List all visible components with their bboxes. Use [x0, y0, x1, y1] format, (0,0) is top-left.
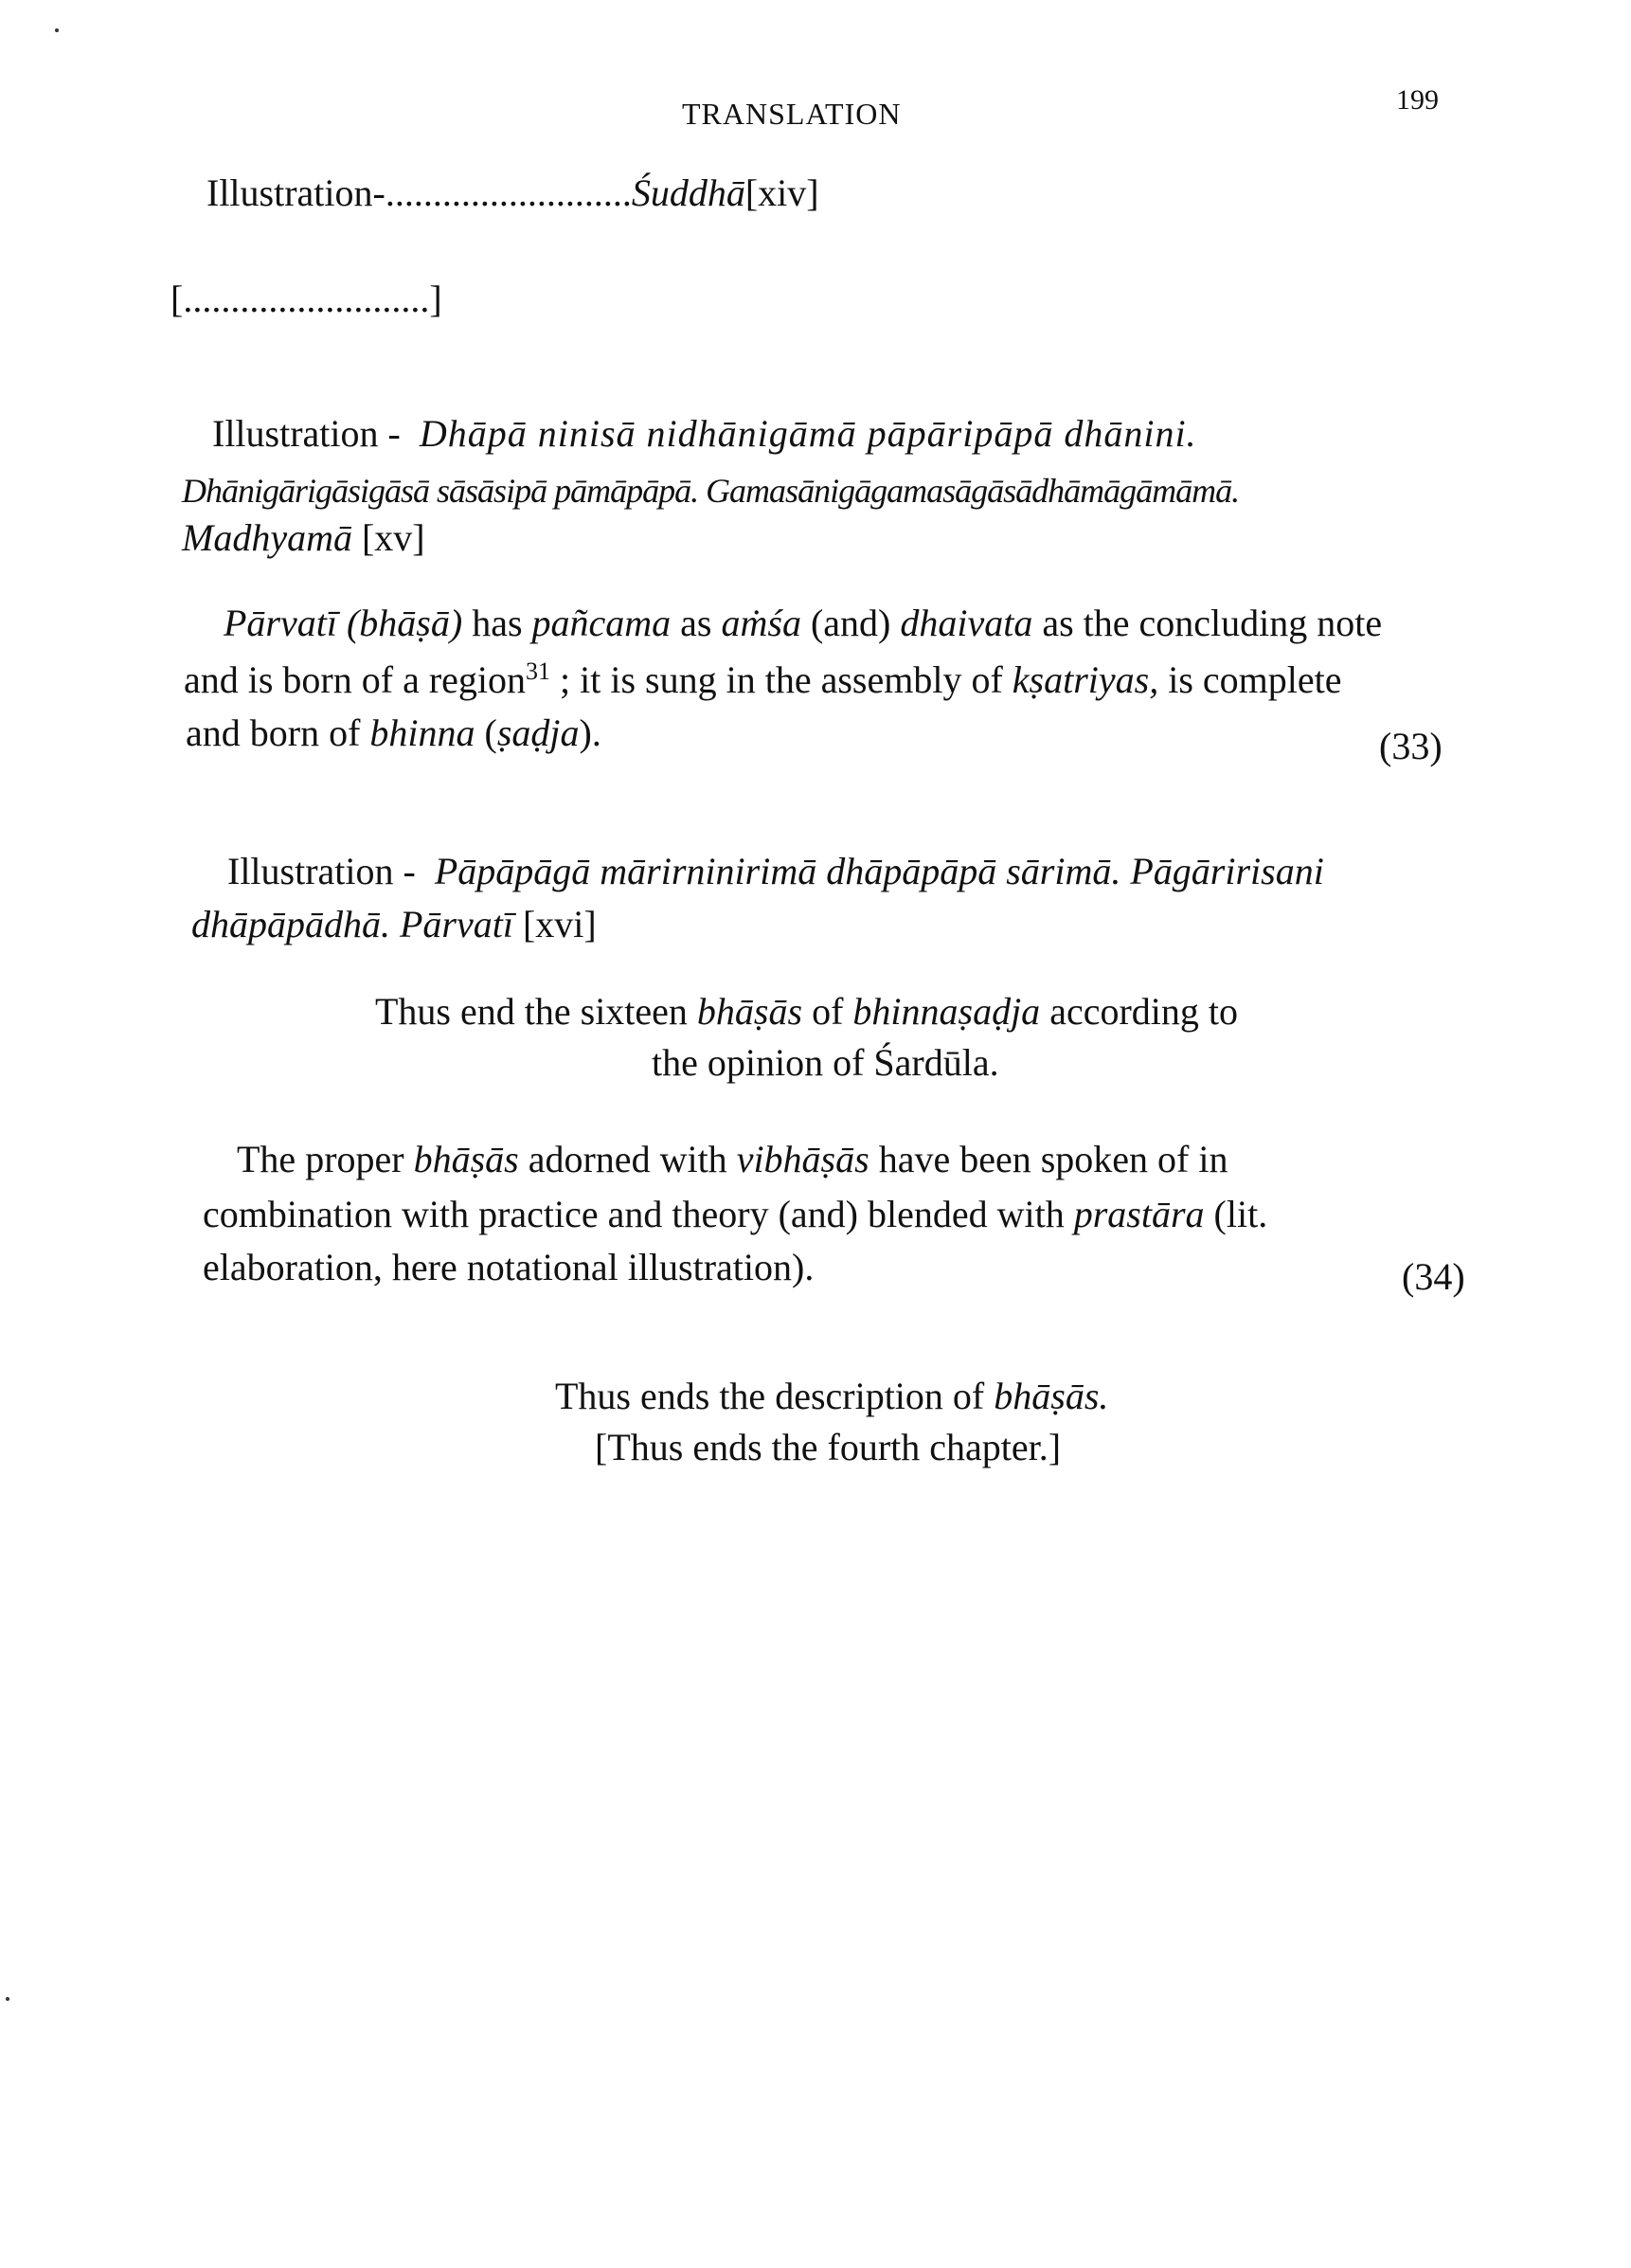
- text-span: is complete: [1158, 658, 1342, 701]
- italic-term: vibhāṣās: [736, 1138, 869, 1180]
- illustration-label: Illustration-..........................: [206, 171, 632, 214]
- italic-term: bhinna: [369, 711, 475, 754]
- end-of-description: [555, 1370, 1108, 1423]
- text-span: ).: [579, 711, 601, 754]
- text-span: Thus ends the description of: [555, 1375, 995, 1417]
- text-span: have been spoken of in: [869, 1138, 1228, 1180]
- raga-name: Madhyamā: [182, 516, 352, 559]
- italic-term: bhāṣās.: [994, 1375, 1109, 1417]
- italic-term: ṣaḍja: [496, 711, 580, 754]
- notation-text: dhāpāpādhā. Pārvatī: [191, 903, 513, 945]
- scan-speck: [55, 28, 59, 32]
- verse-33-line3: [186, 707, 601, 760]
- notation-text: Dhāpā ninisā nidhānigāmā pāpāripāpā dhānini.: [419, 412, 1197, 455]
- text-span: (lit.: [1204, 1193, 1268, 1235]
- text-span: of: [802, 990, 853, 1033]
- illustration-xv-line2: Dhānigārigāsigāsā sāsāsipā pāmāpāpā. Gamasānigāgamasāgāsādhāmāgāmāmā.: [182, 472, 1240, 510]
- running-header: TRANSLATION: [682, 97, 902, 131]
- italic-term: bhāṣās: [413, 1138, 519, 1180]
- closing-statement-line1: [375, 985, 1238, 1038]
- illustration-xvi-line2: [191, 898, 597, 951]
- illustration-xv-line1: [212, 407, 1197, 460]
- text-span: as: [671, 602, 722, 644]
- text-span: combination with practice and theory (and) blended with: [203, 1193, 1074, 1235]
- verse-number-34: (34): [1402, 1255, 1465, 1298]
- verse-34-line3: elaboration, here notational illustration).: [203, 1246, 815, 1288]
- italic-term: aṁśa: [721, 602, 801, 644]
- text-span: according to: [1040, 990, 1238, 1033]
- text-span: and born of: [186, 711, 370, 754]
- text-span: adorned with: [518, 1138, 737, 1180]
- verse-number-33: (33): [1379, 725, 1443, 767]
- italic-term: kṣatriyas,: [1012, 658, 1159, 701]
- italic-term: prastāra: [1073, 1193, 1205, 1235]
- verse-34-line2: [203, 1188, 1267, 1241]
- text-span: The proper: [237, 1138, 414, 1180]
- illustration-label: Illustration -: [212, 412, 401, 455]
- text-span: ; it is sung in the assembly of: [550, 658, 1013, 701]
- page-number: 199: [1396, 84, 1439, 116]
- illustration-xiv: [206, 167, 819, 220]
- italic-term: dhaivata: [900, 602, 1033, 644]
- italic-term: bhāṣās: [696, 990, 803, 1033]
- illustration-xvi-line1: [227, 845, 1324, 898]
- closing-statement-line2: the opinion of Śardūla.: [652, 1041, 999, 1084]
- text-span: (and): [800, 602, 901, 644]
- reference-number: [xv]: [361, 516, 425, 559]
- italic-term: bhinnaṣaḍja: [852, 990, 1041, 1033]
- footnote-marker: 31: [526, 657, 551, 685]
- missing-text-bracket: [..........................]: [170, 278, 442, 320]
- reference-number: [xiv]: [744, 171, 819, 214]
- text-span: (: [475, 711, 497, 754]
- illustration-label: Illustration -: [227, 850, 416, 892]
- end-of-chapter: [Thus ends the fourth chapter.]: [595, 1426, 1062, 1468]
- text-span: as the concluding note: [1032, 602, 1383, 644]
- notation-text: Pāpāpāgā mārirninirimā dhāpāpāpā sārimā. Pāgāririsani: [434, 850, 1324, 892]
- text-span: Thus end the sixteen: [375, 990, 697, 1033]
- italic-term: Pārvatī (bhāṣā): [224, 602, 463, 644]
- verse-34-line1: [237, 1133, 1228, 1186]
- text-span: and is born of a region: [184, 658, 527, 701]
- raga-name: Śuddhā: [631, 171, 745, 214]
- reference-number: [xvi]: [522, 903, 597, 945]
- verse-33-line1: [224, 597, 1382, 650]
- scan-speck: [6, 1997, 9, 2001]
- italic-term: pañcama: [531, 602, 672, 644]
- text-span: has: [462, 602, 532, 644]
- verse-33-line2: [184, 654, 1342, 707]
- illustration-xv-line3: [182, 512, 425, 565]
